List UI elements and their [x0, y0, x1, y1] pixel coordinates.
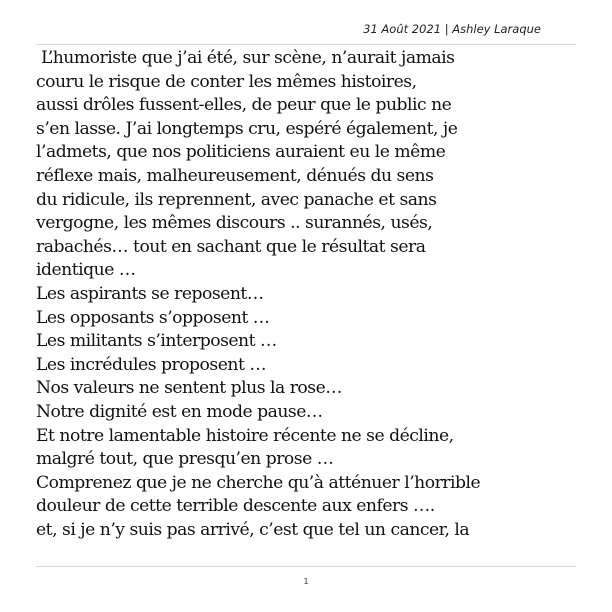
header-date-author: 31 Août 2021 | Ashley Laraque: [363, 22, 541, 36]
body-line: douleur de cette terrible descente aux enfers ….: [36, 496, 435, 517]
body-line: Comprenez que je ne cherche qu’à atténuer l’horrible: [36, 472, 481, 493]
document-body: [36, 47, 576, 542]
body-line: aussi drôles fussent-elles, de peur que le public ne: [36, 95, 452, 116]
footer-divider: [36, 566, 576, 567]
body-line: Les aspirants se reposent…: [36, 283, 264, 304]
body-line: du ridicule, ils reprennent, avec panache et sans: [36, 189, 437, 210]
body-line: Et notre lamentable histoire récente ne se décline,: [36, 425, 454, 446]
body-line: couru le risque de conter les mêmes histoires,: [36, 71, 417, 92]
body-line: réflexe mais, malheureusement, dénués du sens: [36, 165, 434, 186]
body-line: L’humoriste que j’ai été, sur scène, n’aurait jamais: [36, 48, 455, 68]
page-header: [36, 20, 576, 45]
page-number: 1: [303, 577, 309, 586]
body-line: Les incrédules proposent …: [36, 354, 267, 375]
body-line: Les militants s’interposent …: [36, 331, 277, 352]
body-line: et, si je n’y suis pas arrivé, c’est que tel un cancer, la: [36, 519, 470, 540]
body-line: l’admets, que nos politiciens auraient eu le même: [36, 142, 446, 163]
body-line: rabachés… tout en sachant que le résultat sera: [36, 236, 426, 257]
body-line: Nos valeurs ne sentent plus la rose…: [36, 378, 342, 399]
body-line: malgré tout, que presqu’en prose …: [36, 449, 334, 470]
body-line: Les opposants s’opposent …: [36, 307, 270, 328]
body-line: Notre dignité est en mode pause…: [36, 401, 323, 422]
body-line: vergogne, les mêmes discours .. surannés, usés,: [36, 213, 433, 234]
body-line: identique …: [36, 260, 136, 281]
body-line: s’en lasse. J’ai longtemps cru, espéré également, je: [36, 118, 458, 139]
